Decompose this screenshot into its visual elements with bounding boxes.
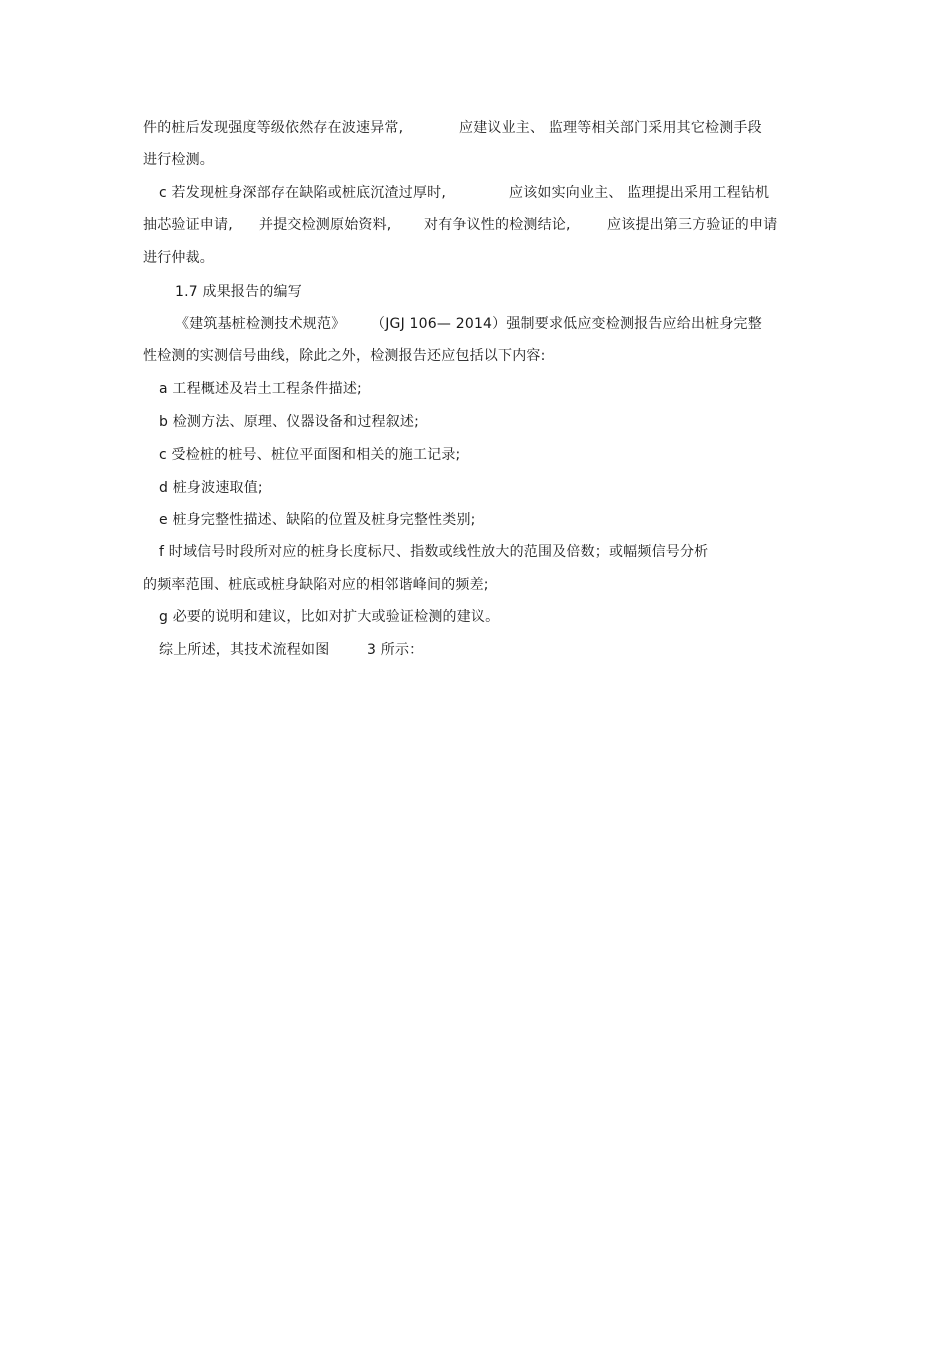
text-segment: 件的桩后发现强度等级依然存在波速异常, bbox=[143, 120, 404, 136]
heading-text: 1.7 成果报告的编写 bbox=[175, 284, 302, 300]
list-item-text: a 工程概述及岩土工程条件描述; bbox=[159, 381, 362, 397]
text-segment: 综上所述，其技术流程如图 bbox=[159, 642, 330, 658]
text-segment: 抽芯验证申请, bbox=[143, 217, 233, 233]
text-segment: 应该提出第三方验证的申请 bbox=[607, 217, 778, 233]
text-segment: 进行检测。 bbox=[143, 152, 214, 168]
text-segment: （JGJ 106— 2014）强制要求低应变检测报告应给出桩身完整 bbox=[371, 316, 762, 332]
text-segment: 应该如实向业主、 监理提出采用工程钻机 bbox=[509, 185, 770, 201]
list-item-text: e 桩身完整性描述、缺陷的位置及桩身完整性类别; bbox=[159, 512, 476, 528]
text-segment: c 若发现桩身深部存在缺陷或桩底沉渣过厚时, bbox=[159, 185, 446, 201]
list-item-text: f 时域信号时段所对应的桩身长度标尺、指数或线性放大的范围及倍数；或幅频信号分析 bbox=[159, 544, 709, 560]
list-item-text: c 受检桩的桩号、桩位平面图和相关的施工记录; bbox=[159, 447, 461, 463]
text-segment: 《建筑基桩检测技术规范》 bbox=[175, 316, 346, 332]
text-segment: 对有争议性的检测结论, bbox=[424, 217, 571, 233]
list-item-text: g 必要的说明和建议，比如对扩大或验证检测的建议。 bbox=[159, 609, 500, 625]
text-segment: 进行仲裁。 bbox=[143, 250, 214, 266]
text-segment: 3 所示： bbox=[367, 642, 424, 658]
list-item-text: 的频率范围、桩底或桩身缺陷对应的相邻谐峰间的频差; bbox=[143, 577, 489, 593]
list-item-text: d 桩身波速取值; bbox=[159, 480, 263, 496]
text-segment: 性检测的实测信号曲线，除此之外，检测报告还应包括以下内容: bbox=[143, 348, 546, 364]
text-segment: 应建议业主、 监理等相关部门采用其它检测手段 bbox=[459, 120, 762, 136]
list-item-text: b 检测方法、原理、仪器设备和过程叙述; bbox=[159, 414, 420, 430]
text-segment: 并提交检测原始资料, bbox=[259, 217, 392, 233]
